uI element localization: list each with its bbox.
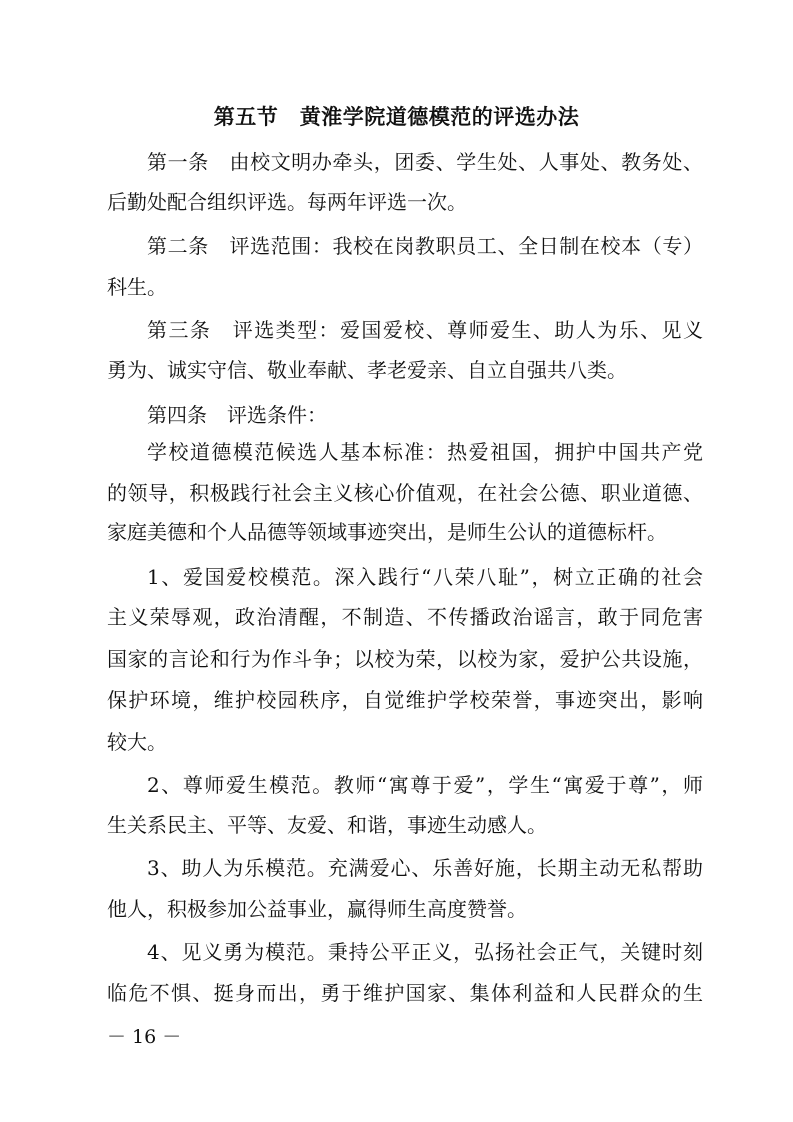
paragraph-line: 他人，积极参加公益事业，赢得师生高度赞誉。 [107,897,527,921]
paragraph-line: 生关系民主、平等、友爱、和谐，事迹生动感人。 [107,813,547,837]
paragraph-line: 学校道德模范候选人基本标准：热爱祖国，拥护中国共产党 [147,440,703,464]
paragraph-line: 第二条 评选范围：我校在岗教职员工、全日制在校本（专） [147,234,703,258]
paragraph-line: 2、尊师爱生模范。教师“寓尊于爱”，学生“寓爱于尊”，师 [147,773,703,797]
paragraph-line: 4、见义勇为模范。秉持公平正义，弘扬社会正气，关键时刻 [147,940,703,964]
paragraph-line: 的领导，积极践行社会主义核心价值观，在社会公德、职业道德、 [107,481,703,505]
paragraph-line: 保护环境，维护校园秩序，自觉维护学校荣誉，事迹突出，影响 [107,688,703,712]
paragraph-line: 勇为、诚实守信、敬业奉献、孝老爱亲、自立自强共八类。 [107,358,627,382]
paragraph-line: 第一条 由校文明办牵头，团委、学生处、人事处、教务处、 [147,150,703,174]
paragraph-line: 后勤处配合组织评选。每两年评选一次。 [107,190,467,214]
paragraph-line: 国家的言论和行为作斗争；以校为荣，以校为家，爱护公共设施， [107,647,703,671]
paragraph-line: 第三条 评选类型：爱国爱校、尊师爱生、助人为乐、见义 [147,318,703,342]
paragraph-line: 1、爱国爱校模范。深入践行“八荣八耻”，树立正确的社会 [147,565,703,589]
paragraph-line: 较大。 [107,730,167,754]
paragraph-line: 主义荣辱观，政治清醒，不制造、不传播政治谣言，敢于同危害 [107,605,703,629]
page-number: － 16 － [107,1026,182,1048]
paragraph-line: 第四条 评选条件： [147,403,327,427]
paragraph-line: 临危不惧、挺身而出，勇于维护国家、集体利益和人民群众的生 [107,981,703,1005]
section-title: 第五节 黄淮学院道德模范的评选办法 [213,105,580,129]
paragraph-line: 3、助人为乐模范。充满爱心、乐善好施，长期主动无私帮助 [147,856,703,880]
paragraph-line: 科生。 [107,275,167,299]
paragraph-line: 家庭美德和个人品德等领域事迹突出，是师生公认的道德标杆。 [107,520,667,544]
